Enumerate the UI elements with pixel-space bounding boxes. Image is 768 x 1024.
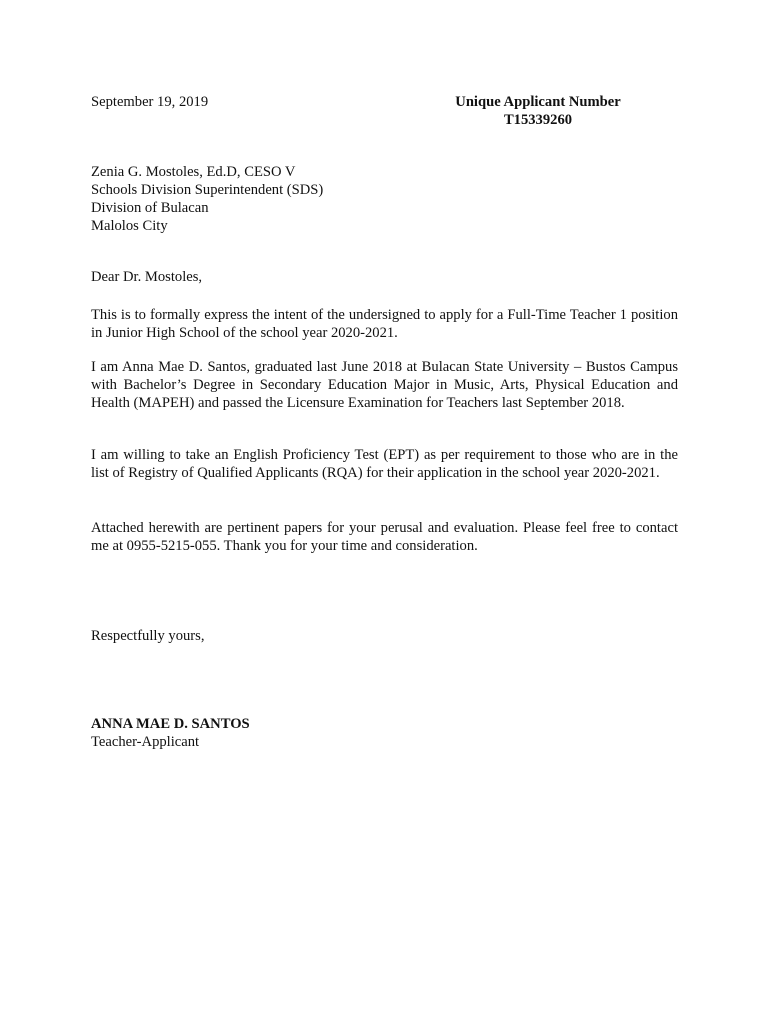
recipient-position: Schools Division Superintendent (SDS): [91, 182, 324, 198]
recipient-name: Zenia G. Mostoles, Ed.D, CESO V: [91, 164, 296, 180]
applicant-number-label: Unique Applicant Number: [455, 94, 621, 110]
recipient-address: [91, 163, 323, 235]
applicant-number-value: T15339260: [503, 112, 573, 128]
body-paragraph-attachments: Attached herewith are pertinent papers for your perusal and evaluation. Please feel free to contact me at 0955-5215-055. Thank you for your time and consideration.: [91, 520, 678, 554]
closing: Respectfully yours,: [91, 628, 205, 644]
body-paragraph-background: I am Anna Mae D. Santos, graduated last June 2018 at Bulacan State University – Bustos Campus with Bachelor’s Degree in Secondary Education Major in Music, Arts, Physical Education and Health (MAPEH) and passed the Licensure Examination for Teachers last September 2018.: [91, 359, 678, 411]
recipient-city: Malolos City: [91, 218, 168, 234]
applicant-number-block: [418, 93, 658, 129]
body-paragraph-intent: This is to formally express the intent of the undersigned to apply for a Full-Time Teacher 1 position in Junior High School of the school year 2020-2021.: [91, 307, 678, 341]
body-paragraph-ept: I am willing to take an English Proficiency Test (EPT) as per requirement to those who are in the list of Registry of Qualified Applicants (RQA) for their application in the school year 2020-2021.: [91, 447, 678, 481]
signature-title: Teacher-Applicant: [91, 734, 200, 750]
recipient-division: Division of Bulacan: [91, 200, 209, 216]
salutation: Dear Dr. Mostoles,: [91, 269, 203, 285]
letter-date: September 19, 2019: [91, 94, 209, 110]
signature-name: ANNA MAE D. SANTOS: [91, 716, 250, 732]
